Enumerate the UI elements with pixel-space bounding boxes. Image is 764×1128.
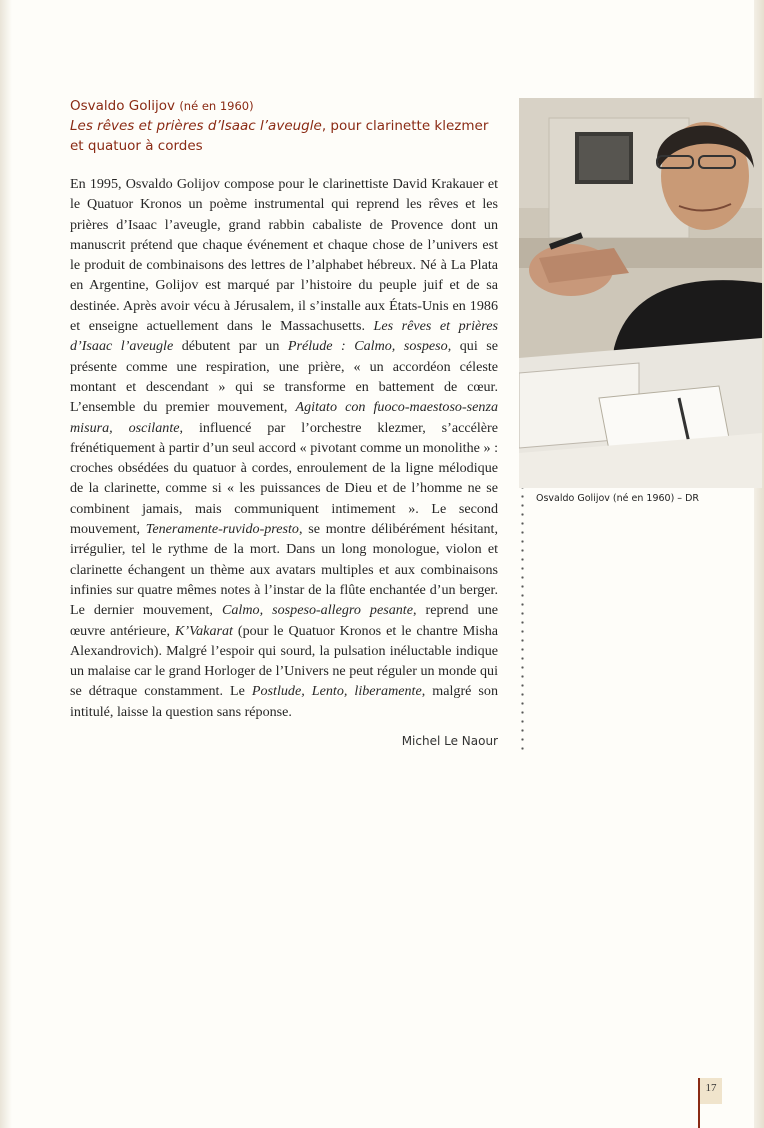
photo-caption: Osvaldo Golijov (né en 1960) – DR xyxy=(536,493,699,504)
body-text-3: , qui se présente comme une respiration, une prière, « un accordéon céleste montant et descendant » qui se transforme en battement de cœur. L’ensemble du premier mouvement, xyxy=(70,338,498,416)
body-text-2: débutent par un xyxy=(173,338,288,355)
composer-photo xyxy=(519,98,762,488)
page-number: 17 xyxy=(705,1082,717,1094)
body-text-4: , influencé par l’orchestre klezmer, s’accélère frénétiquement à partir d’un seul accord « pivotant comme un monolithe » : croches obsédées du quatuor à cordes, enroulement de la ligne mélodique de la clarinette, comme si « les puissances de Dieu et de l’homme ne se combinent jamais, mais communiquent intimement ». Le second mouvement, xyxy=(70,419,498,538)
work-subtitle-a: , pour clarinette klezmer xyxy=(321,118,489,134)
body-italic-2: Prélude : Calmo, sospeso xyxy=(287,338,448,355)
body-text-8: , malgré son intitulé, laisse la question sans réponse. xyxy=(70,683,499,720)
body-italic-1: Les rêves et prières d’Isaac l’aveugle xyxy=(70,318,498,355)
body-italic-7: Postlude, Lento, liberamente xyxy=(251,683,422,700)
body-text-5: , se montre délibérément hésitant, irrégulier, tel le rythme de la mort. Dans un long monologue, violon et clarinette échangent un thème aux avatars multiples et aux combinaisons infinies sur quatre mêmes notes à l’instar de la flûte enchantée d’un berger. Le dernier mouvement, xyxy=(70,521,498,619)
body-paragraph xyxy=(70,174,498,722)
article-header xyxy=(70,96,510,156)
work-title: Les rêves et prières d’Isaac l’aveugle xyxy=(70,118,322,134)
body-text-1: En 1995, Osvaldo Golijov compose pour le clarinettiste David Krakauer et le Quatuor Kronos un poème instrumental qui reprend les rêves et les prières d’Isaac l’aveugle, grand rabbin cabaliste de Provence dont un manuscrit prétend que chaque événement et chaque chose de l’univers est le produit de combinaisons des lettres de l’alphabet hébreux. Né à La Plata en Argentine, Golijov est marqué par l’histoire du peuple juif et de sa destinée. Après avoir vécu à Jérusalem, il s’installe aux États-Unis en 1986 et enseigne actuellement dans le Massachusetts. xyxy=(70,176,498,335)
body-text-6: , reprend une œuvre antérieure, xyxy=(70,602,498,639)
body-italic-4: Teneramente-ruvido-presto xyxy=(145,521,299,538)
article-author: Michel Le Naour xyxy=(401,734,498,748)
body-text-7: (pour le Quatuor Kronos et le chantre Misha Alexandrovich). Malgré l’espoir qui sourd, la pulsation inéluctable indique un malaise car le grand Horloger de l’Univers ne peut réguler un monde qui se détraque constamment. Le xyxy=(70,622,498,700)
work-subtitle-b: et quatuor à cordes xyxy=(70,138,203,154)
page-edge-left xyxy=(0,0,12,1128)
article-body xyxy=(70,174,498,722)
body-italic-6: K’Vakarat xyxy=(175,622,233,639)
body-italic-5: Calmo, sospeso-allegro pesante xyxy=(221,602,413,619)
composer-name: Osvaldo Golijov xyxy=(70,98,176,114)
composer-dates: (né en 1960) xyxy=(179,99,254,113)
body-italic-3: Agitato con fuoco-maestoso-senza misura, oscilante xyxy=(70,399,498,436)
